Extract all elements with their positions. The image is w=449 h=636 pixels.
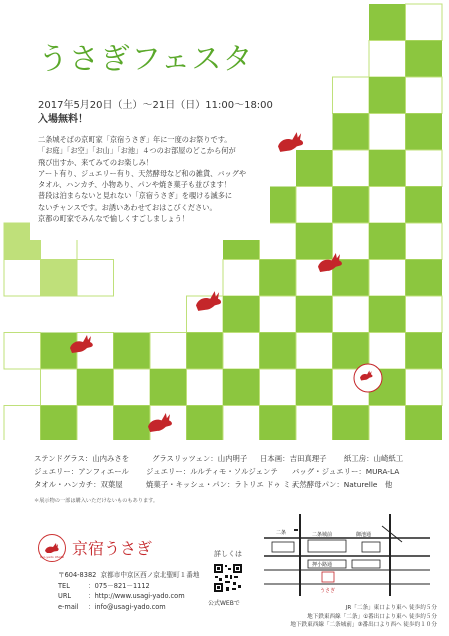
- inn-tel: [58, 581, 199, 592]
- qr-caption-bottom: 公式WEBで: [208, 600, 240, 607]
- access-line: 地下鉄東西線「二条」①番出口より東へ 徒歩約５分: [307, 613, 437, 620]
- checker-cell: [369, 296, 406, 333]
- qr-code-icon[interactable]: [213, 563, 243, 593]
- tel-value: ：075－821－1112: [88, 581, 150, 590]
- checker-cell: [77, 406, 114, 441]
- checker-cell: [4, 406, 41, 441]
- checker-cell: [223, 333, 260, 370]
- vendor-item: 天然酵母パン：Naturelle 他: [292, 480, 393, 489]
- email-label: e-mail: [58, 602, 79, 611]
- checker-cell: [223, 369, 260, 406]
- vendor-item: 紙工房：山崎紙工: [344, 454, 404, 463]
- logo-small-text: Kyo-yado USAGI: [39, 555, 65, 559]
- vendor-item: バッグ・ジュエリー：MURA-LA: [292, 467, 400, 476]
- checker-cell: [114, 406, 151, 441]
- access-line: 地下鉄東西線「二条城前」③番出口より西へ 徒歩約１０分: [290, 622, 437, 629]
- checker-cell: [333, 406, 370, 441]
- checker-cell: [406, 114, 443, 151]
- map-label: 御池通: [356, 532, 372, 538]
- vendor-item: グラスリッツェン：山内明子: [152, 454, 248, 463]
- map-label: 二条: [276, 530, 287, 536]
- checker-cell: [4, 333, 41, 370]
- checker-cell: [406, 4, 443, 41]
- checker-cell: [369, 4, 406, 41]
- checker-cell: [369, 77, 406, 114]
- checker-cell: [260, 333, 297, 370]
- vendor-item: 焼菓子・キッシュ・パン：ラトリエ ドゥ ミィ: [146, 480, 298, 489]
- tel-label: TEL: [58, 581, 70, 590]
- checker-cell: [369, 260, 406, 297]
- checker-cell: [369, 150, 406, 187]
- url-label: URL: [58, 592, 72, 600]
- vendor-item: ジュエリー：ルルティモ・ソルジェンテ: [146, 467, 278, 476]
- inn-name: 京宿うさぎ: [72, 539, 153, 558]
- description-line: 京都の町家でみんなで愉しくすごしましょう！: [38, 214, 189, 224]
- description-line: 二条城そばの京町家「京宿うさぎ」年に一度のお祭りです。: [38, 135, 232, 144]
- checker-cell: [333, 187, 370, 224]
- description-line: タオル、ハンカチ、小物あり、パンや焼き菓子も並びます！: [38, 180, 231, 190]
- qr-caption-top: 詳しくは: [214, 550, 242, 558]
- checker-cell: [333, 223, 370, 260]
- checker-cell: [296, 333, 333, 370]
- map-label: 押小路通: [312, 562, 333, 568]
- checker-cell: [406, 296, 443, 333]
- description-line: アート有り、ジュエリー有り、天然酵母など和の雑貨、バッグや: [38, 168, 247, 178]
- checker-cell: [41, 406, 78, 441]
- checker-cell: [260, 296, 297, 333]
- checker-cell: [296, 406, 333, 441]
- checker-cell: [333, 114, 370, 151]
- inn-info: [58, 570, 199, 612]
- checker-cell: [223, 406, 260, 441]
- access-map: [262, 512, 432, 598]
- checker-cell: [296, 150, 333, 187]
- checker-cell: [150, 369, 187, 406]
- checker-cell: [369, 223, 406, 260]
- vendor-list: [34, 452, 434, 491]
- description-line: 「お庭」「お空」「お山」「お池」４つのお部屋のどこから何が: [38, 146, 236, 156]
- checker-cell: [406, 406, 443, 441]
- checker-cell: [333, 150, 370, 187]
- checker-cell: [406, 223, 443, 260]
- inn-url: [58, 591, 199, 602]
- checker-cell: [260, 369, 297, 406]
- checker-cell: [406, 333, 443, 370]
- vendor-item: 日本画：吉田真理子: [260, 454, 327, 463]
- map-label: うさぎ: [320, 588, 336, 594]
- checker-cell: [333, 77, 370, 114]
- checker-cell: [260, 406, 297, 441]
- vendor-item: ジュエリー：アンフィエール: [34, 467, 129, 476]
- checker-cell: [406, 150, 443, 187]
- checker-cell: [41, 369, 78, 406]
- checker-cell: [77, 369, 114, 406]
- checker-cell: [369, 333, 406, 370]
- checker-cell: [406, 260, 443, 297]
- checker-cell: [369, 406, 406, 441]
- address-text: 京都市中京区西ノ京北聖町１番地: [100, 571, 200, 579]
- email-link[interactable]: ：info@usagi-yado.com: [88, 602, 166, 611]
- inn-logo: [38, 530, 168, 566]
- access-line: JR「二条」東口より東へ 徒歩約５分: [345, 605, 437, 611]
- checker-cell: [369, 41, 406, 78]
- checker-cell: [77, 260, 114, 297]
- checker-cell: [187, 369, 224, 406]
- description-line: 普段は泊まらないと見れない「京宿うさぎ」を覗ける滅多に: [38, 191, 233, 201]
- checker-cell: [114, 333, 151, 370]
- vendor-row: [34, 452, 434, 465]
- inn-address: [58, 570, 199, 581]
- description-line: ないチャンスです。お誘いあわせておはこびください。: [38, 202, 217, 212]
- checker-cell: [406, 41, 443, 78]
- checker-cell: [187, 406, 224, 441]
- checker-cell: [296, 223, 333, 260]
- vendor-row: [34, 465, 434, 478]
- checker-cell: [296, 187, 333, 224]
- checker-cell: [150, 333, 187, 370]
- event-date: 2017年5月20日（土）～21日（日）11:00～18:00: [38, 100, 273, 111]
- checker-cell: [369, 187, 406, 224]
- checker-cell: [406, 77, 443, 114]
- checker-cell: [369, 114, 406, 151]
- checker-cell: [114, 369, 151, 406]
- checker-cell: [296, 369, 333, 406]
- checker-cell: [187, 333, 224, 370]
- rabbit-logo-icon: [38, 534, 66, 562]
- checker-cell: [296, 296, 333, 333]
- description-line: 飛び出すか、来てみてのお楽しみ！: [38, 157, 154, 167]
- access-directions: [262, 604, 437, 630]
- event-description: [38, 134, 298, 224]
- checker-cell: [41, 260, 78, 297]
- checker-cell: [406, 369, 443, 406]
- checker-cell: [4, 260, 41, 297]
- checker-cell: [333, 296, 370, 333]
- exhibit-note: ＊展示物の一部は購入いただけないものもあります。: [34, 498, 159, 504]
- vendor-item: タオル・ハンカチ：双葉屋: [34, 480, 123, 489]
- map-label: 二条城前: [312, 532, 333, 538]
- vendor-item: ステンドグラス：山内みさを: [34, 454, 130, 463]
- event-title: うさぎフェスタ: [38, 42, 254, 77]
- checker-cell: [406, 187, 443, 224]
- admission-free: 入場無料！: [38, 114, 88, 125]
- vendor-row: [34, 478, 434, 491]
- postal-code: 〒604-8382: [58, 571, 97, 579]
- checker-cell: [223, 260, 260, 297]
- inn-email: [58, 602, 199, 613]
- checker-cell: [333, 333, 370, 370]
- checker-cell: [260, 260, 297, 297]
- checker-cell: [223, 296, 260, 333]
- url-link[interactable]: ：http://www.usagi-yado.com: [88, 592, 185, 600]
